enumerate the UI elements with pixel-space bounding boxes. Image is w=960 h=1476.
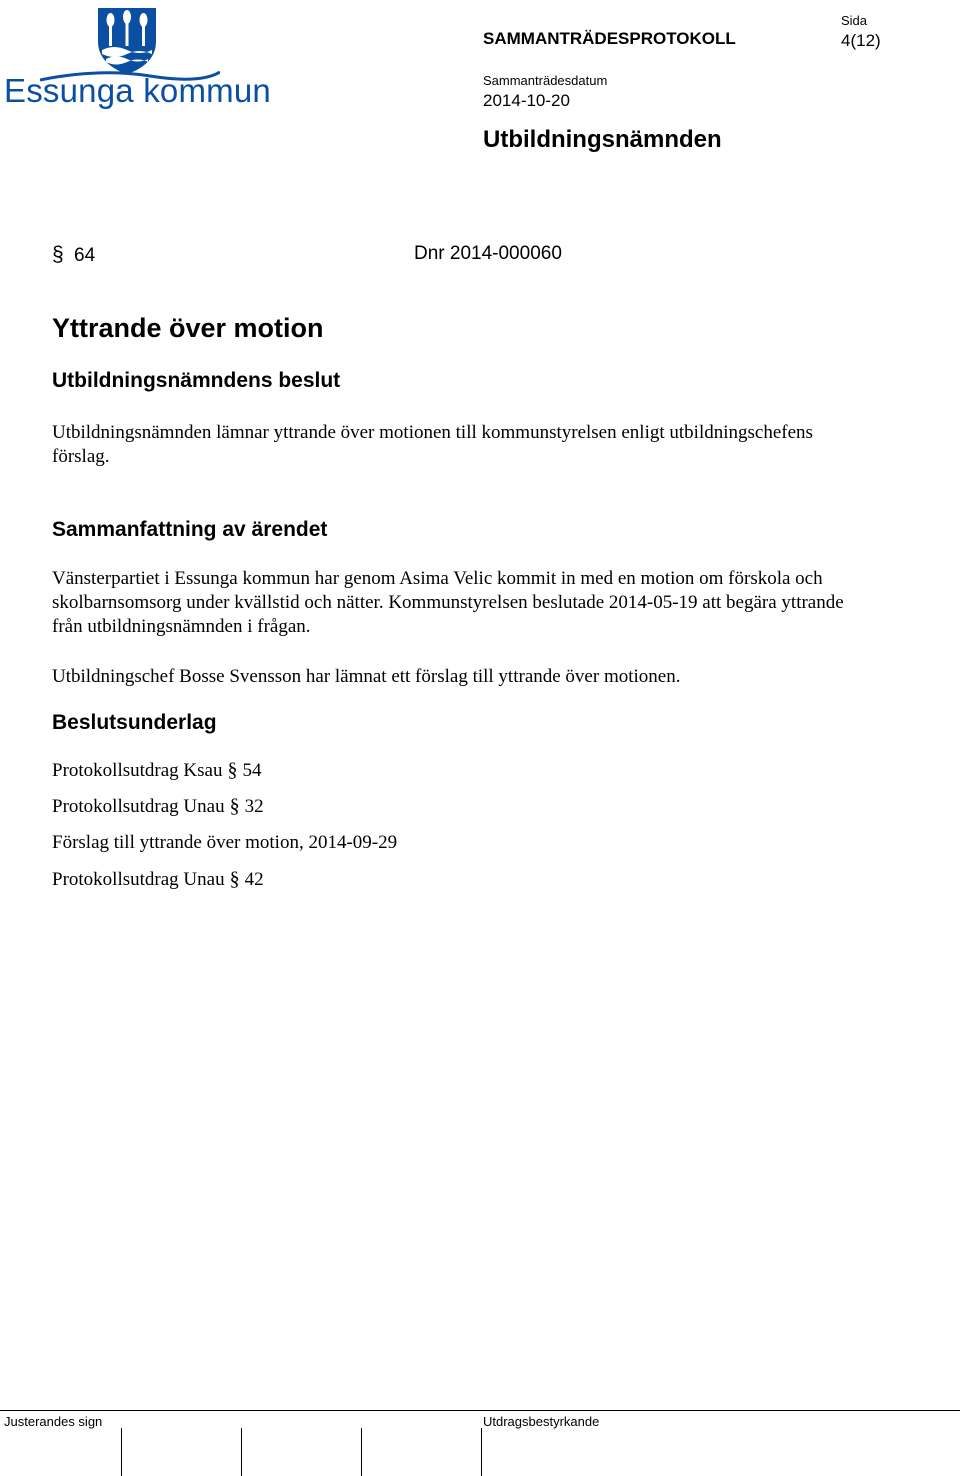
decision-heading: Utbildningsnämndens beslut <box>52 369 341 392</box>
basis-heading: Beslutsunderlag <box>52 711 217 734</box>
summary-text-2: Utbildningschef Bosse Svensson har lämnat ett förslag till yttrande över motionen. <box>52 666 681 687</box>
basis-item: Protokollsutdrag Ksau § 54 <box>52 759 262 781</box>
summary-text: Vänsterpartiet i Essunga kommun har genom Asima Velic kommit in med en motion om förskola och skolbarnsomsorg under kvällstid och nätter. Kommunstyrelsen beslutade 2014-05-19 att begära yttrande från utbildningsnämnden i frågan. <box>52 568 844 637</box>
paragraph-line <box>52 243 562 267</box>
basis-item: Förslag till yttrande över motion, 2014-09-29 <box>52 832 398 853</box>
signature-label: Justerandes sign <box>4 1414 103 1429</box>
item-title: Yttrande över motion <box>52 313 324 343</box>
signature-box-divider <box>241 1428 242 1476</box>
logo-text: Essunga kommun <box>4 72 271 109</box>
meeting-date-label: Sammanträdesdatum <box>483 73 608 88</box>
coat-of-arms-icon <box>92 6 162 76</box>
paragraph-symbol: § <box>229 795 240 817</box>
basis-item: Protokollsutdrag Unau § 42 <box>52 868 264 890</box>
paragraph-symbol: § <box>52 243 64 266</box>
meeting-date: 2014-10-20 <box>483 91 570 110</box>
decision-text: Utbildningsnämnden lämnar yttrande över motionen till kommunstyrelsen enligt utbildningschefens förslag. <box>52 422 813 467</box>
paragraph-symbol: § <box>229 868 240 890</box>
page-number: 4(12) <box>841 31 881 50</box>
committee-name: Utbildningsnämnden <box>483 126 722 153</box>
extract-certification-label: Utdragsbestyrkande <box>483 1414 600 1429</box>
document-type: SAMMANTRÄDESPROTOKOLL <box>483 29 736 48</box>
basis-item: Protokollsutdrag Unau § 32 <box>52 795 264 817</box>
case-number: Dnr 2014-000060 <box>414 243 562 264</box>
signature-box-divider <box>361 1428 362 1476</box>
page-label: Sida <box>841 13 868 28</box>
signature-box-divider <box>481 1428 482 1476</box>
paragraph-symbol: § <box>227 759 238 781</box>
signature-box-divider <box>121 1428 122 1476</box>
summary-heading: Sammanfattning av ärendet <box>52 518 328 541</box>
paragraph-number: 64 <box>74 245 96 266</box>
footer-divider <box>0 1410 960 1411</box>
